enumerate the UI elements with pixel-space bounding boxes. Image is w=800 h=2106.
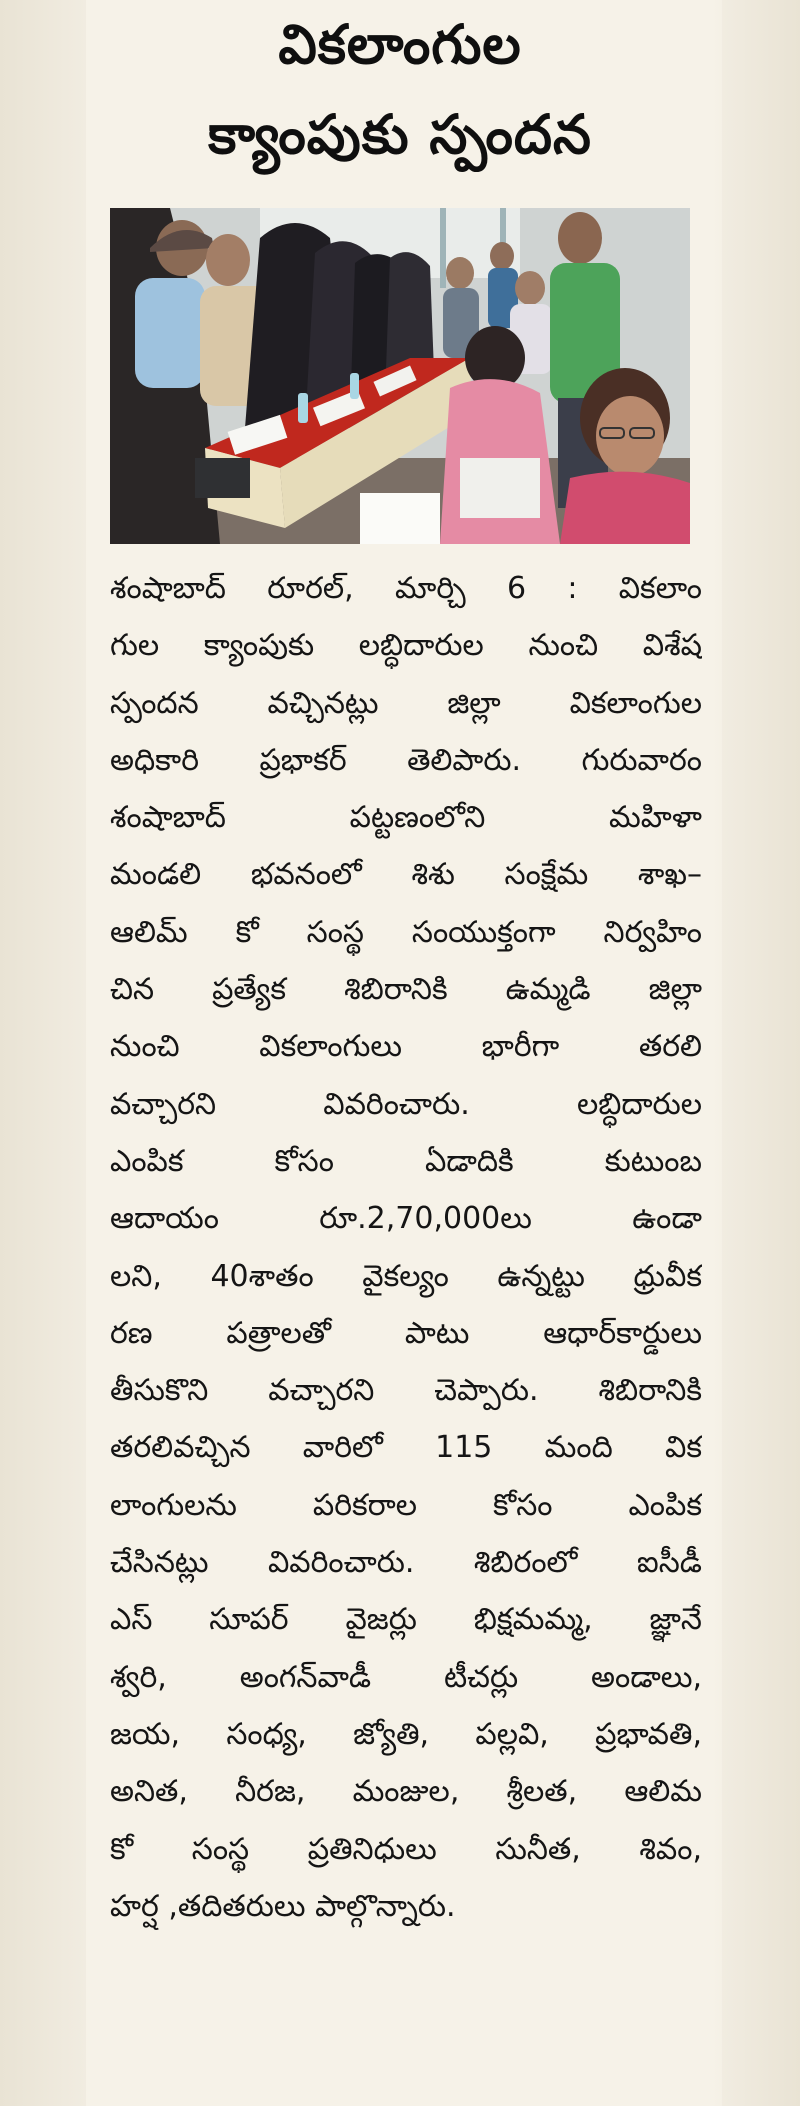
article-line: శ్వరి, అంగన్‌వాడీ టీచర్లు అండాలు, (110, 1659, 702, 1695)
article-line: ఎస్ సూపర్ వైజర్లు భిక్షమమ్మ, జ్ఞానే (110, 1602, 702, 1638)
article-line: అధికారి ప్రభాకర్ తెలిపారు. గురువారం (110, 742, 702, 778)
article-line: రణ పత్రాలతో పాటు ఆధార్‌కార్డులు (110, 1315, 702, 1351)
camp-photo-illustration (110, 208, 690, 544)
article-line: మండలి భవనంలో శిశు సంక్షేమ శాఖ– (110, 857, 702, 893)
article-line: అనిత, నీరజ, మంజుల, శ్రీలత, ఆలిమ (110, 1774, 702, 1810)
article-line: వచ్చారని వివరించారు. లబ్ధిదారుల (110, 1086, 702, 1122)
article-line: తీసుకొని వచ్చారని చెప్పారు. శిబిరానికి (110, 1373, 702, 1409)
article-line: గుల క్యాంపుకు లబ్ధిదారుల నుంచి విశేష (110, 628, 702, 664)
right-margin (722, 0, 800, 2106)
article-line: లని, 40శాతం వైకల్యం ఉన్నట్టు ధ్రువీక (110, 1258, 702, 1294)
article-line: స్పందన వచ్చినట్లు జిల్లా వికలాంగుల (110, 685, 702, 721)
left-margin (0, 0, 86, 2106)
article-line: తరలివచ్చిన వారిలో 115 మంది విక (110, 1430, 702, 1466)
article-line: ఆలిమ్ కో సంస్థ సంయుక్తంగా నిర్వహిం (110, 914, 702, 950)
article-line: చేసినట్లు వివరించారు. శిబిరంలో ఐసీడీ (110, 1545, 702, 1581)
article-line: చిన ప్రత్యేక శిబిరానికి ఉమ్మడి జిల్లా (110, 972, 702, 1008)
article-line: నుంచి వికలాంగులు భారీగా తరలి (110, 1029, 702, 1065)
article-line: లాంగులను పరికరాల కోసం ఎంపిక (110, 1487, 702, 1523)
article-line: ఎంపిక కోసం ఏడాదికి కుటుంబ (110, 1143, 702, 1179)
headline-line-1: వికలాంగుల (278, 13, 522, 76)
headline-line-2: క్యాంపుకు స్పందన (208, 103, 592, 166)
article-line: జయ, సంధ్య, జ్యోతి, పల్లవి, ప్రభావతి, (110, 1716, 702, 1752)
article-line: శంషాబాద్ పట్టణంలోని మహిళా (110, 800, 702, 836)
article-line: శంషాబాద్ రూరల్, మార్చి 6 : వికలాం (110, 571, 702, 606)
article-body (110, 560, 702, 1935)
article-line: ఆదాయం రూ.2,70,000లు ఉండా (110, 1201, 702, 1237)
article-line: హర్ష ,తదితరులు పాల్గొన్నారు. (110, 1888, 456, 1924)
article-line: కో సంస్థ ప్రతినిధులు సునీత, శివం, (110, 1831, 702, 1867)
news-photo (110, 208, 690, 544)
headline (110, 0, 690, 180)
